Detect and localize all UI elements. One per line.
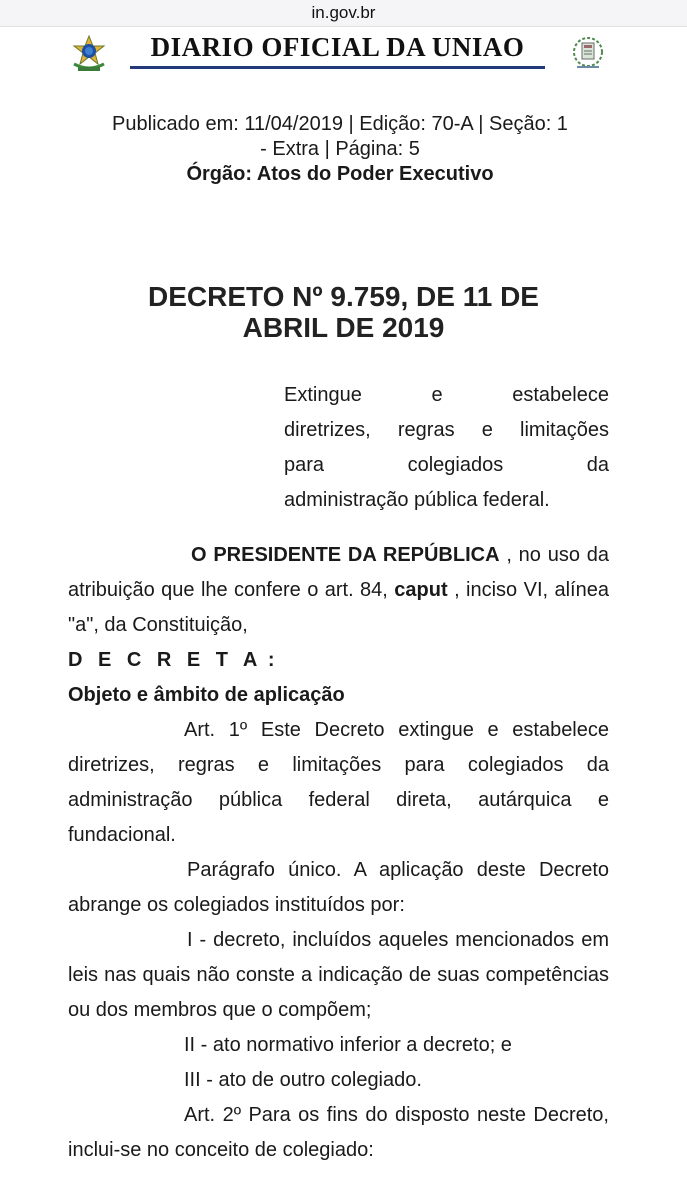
item-i: I - decreto, incluídos aqueles mencionados em leis nas quais não conste a indicação de suas competências ou dos membros que o compõem;: [68, 929, 609, 1021]
ementa-word: e: [431, 384, 443, 406]
decree-ementa: [284, 378, 609, 518]
ementa-line: [284, 483, 609, 518]
ementa-word: diretrizes,: [284, 419, 371, 441]
publication-metadata: [60, 112, 620, 187]
imprensa-nacional-seal-icon: [568, 34, 608, 72]
preamble-text-1: , no uso da atribuição que lhe confere o art. 84,: [68, 544, 609, 601]
preamble-text-2: , inciso VI, alínea "a", da Constituição,: [68, 579, 609, 636]
item-iii: III - ato de outro colegiado.: [184, 1069, 422, 1091]
ementa-word: estabelece: [512, 384, 609, 406]
published-line-2: - Extra | Página: 5: [260, 138, 420, 160]
decree-body: [68, 538, 609, 1168]
decreta-line: [68, 643, 609, 678]
ementa-word: administração pública federal.: [284, 489, 550, 511]
masthead-rule: [130, 66, 545, 69]
ementa-line: [284, 413, 609, 448]
ementa-line: [284, 378, 609, 413]
ementa-word: regras: [397, 419, 455, 441]
preamble-paragraph: [68, 538, 609, 643]
section-heading: Objeto e âmbito de aplicação: [68, 684, 345, 706]
decreta-word: D E C R E T A: [68, 649, 263, 671]
masthead-title: DIARIO OFICIAL DA UNIAO: [150, 32, 525, 62]
url-text: in.gov.br: [311, 3, 376, 22]
caput-term: caput: [394, 579, 448, 601]
browser-address-bar[interactable]: [0, 0, 687, 27]
published-line-1: Publicado em: 11/04/2019 | Edição: 70-A | Seção: 1: [112, 113, 568, 135]
ementa-word: da: [586, 454, 609, 476]
president-label: O PRESIDENTE DA REPÚBLICA: [191, 544, 500, 566]
decree-title: [40, 281, 647, 343]
brazil-coat-of-arms-icon: [70, 34, 108, 72]
paragrafo-unico: Parágrafo único. A aplicação deste Decreto abrange os colegiados instituídos por:: [68, 859, 609, 916]
ementa-word: para: [284, 454, 325, 476]
ementa-word: colegiados: [407, 454, 504, 476]
orgao-label: Órgão: Atos do Poder Executivo: [186, 163, 494, 185]
article-2: Art. 2º Para os fins do disposto neste Decreto, inclui-se no conceito de colegiado:: [68, 1104, 609, 1161]
ementa-word: limitações: [520, 419, 609, 441]
decreta-suffix: :: [262, 649, 275, 671]
ementa-word: e: [481, 419, 493, 441]
ementa-word: Extingue: [284, 384, 362, 406]
decree-title-line-2: ABRIL DE 2019: [242, 312, 445, 343]
decree-title-line-1: DECRETO Nº 9.759, DE 11 DE: [148, 281, 539, 312]
article-1: Art. 1º Este Decreto extingue e estabelece diretrizes, regras e limitações para colegiados da administração pública federal direta, autárquica e fundacional.: [68, 719, 609, 846]
item-ii: II - ato normativo inferior a decreto; e: [184, 1034, 512, 1056]
ementa-line: [284, 448, 609, 483]
masthead: [0, 28, 687, 78]
